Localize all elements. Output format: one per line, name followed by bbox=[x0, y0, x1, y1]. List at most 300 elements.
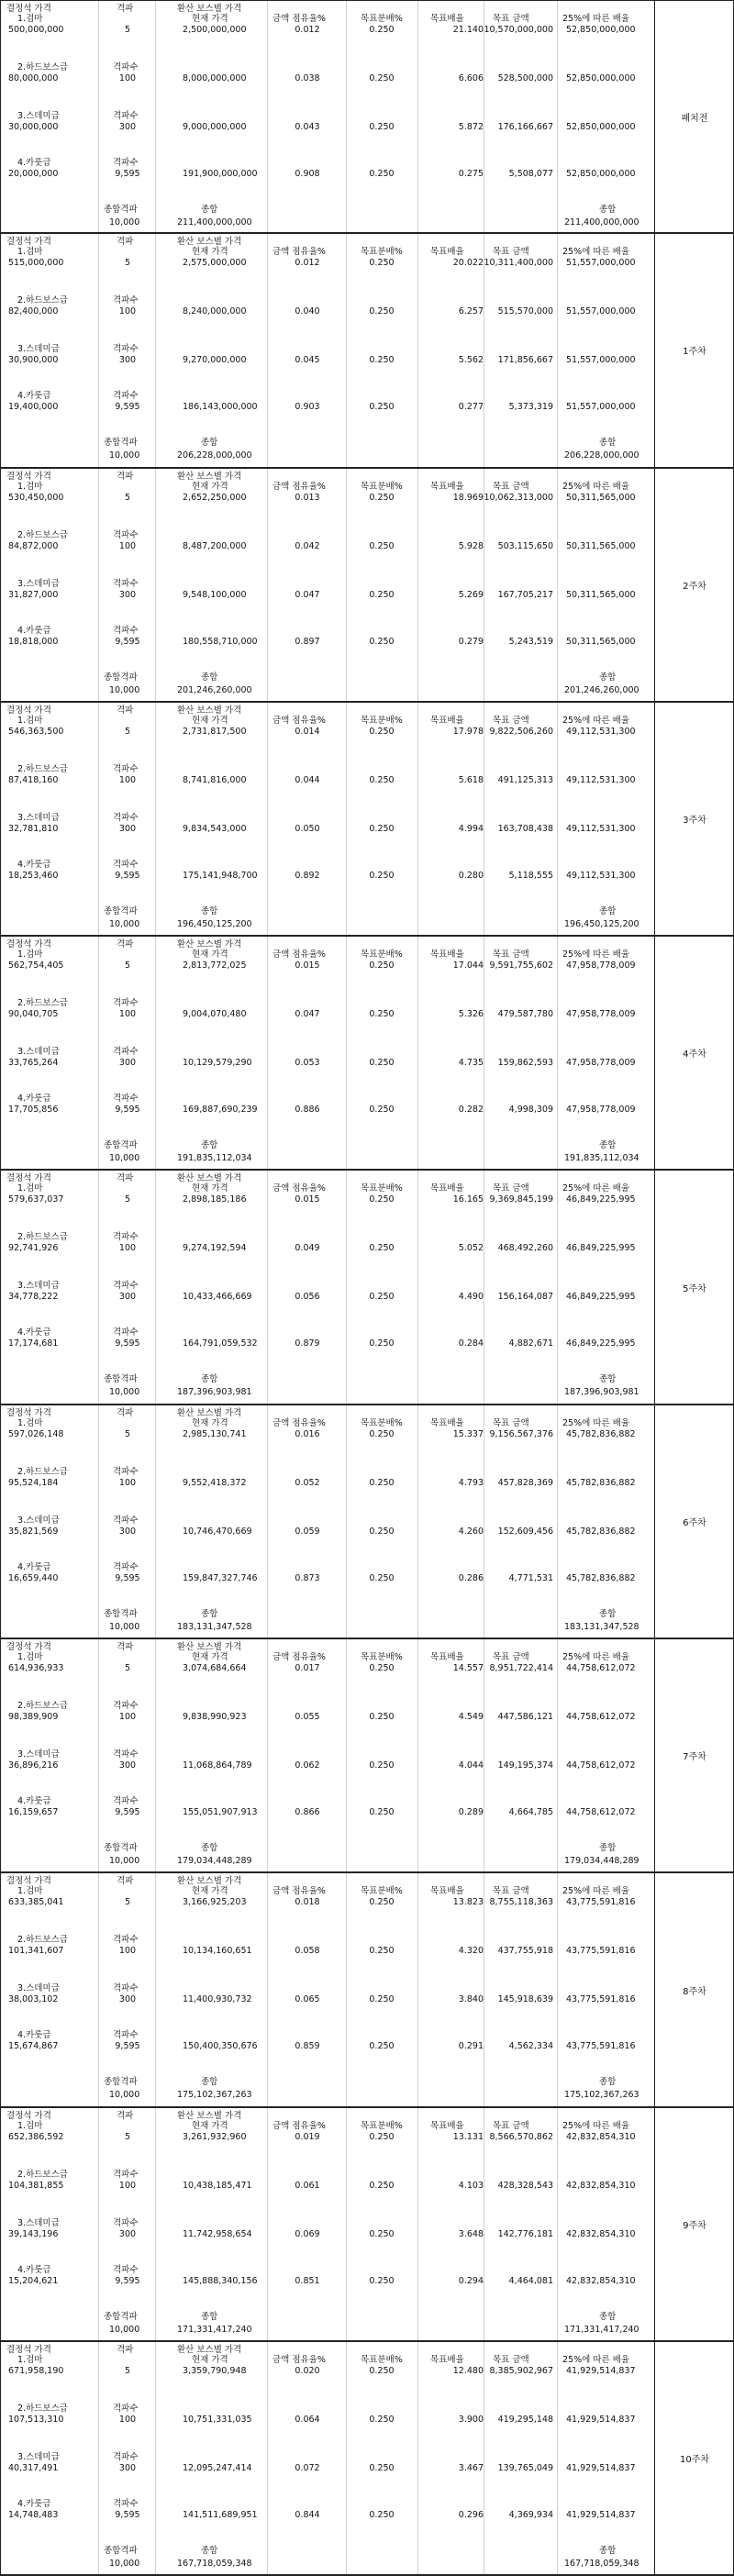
target-amount: 142,776,181 bbox=[497, 2228, 553, 2239]
column-divider bbox=[346, 1, 347, 232]
target-share: 0.250 bbox=[369, 1477, 395, 1488]
header-current: 현재 가격 bbox=[192, 2354, 228, 2365]
boss-price: 39,143,196 bbox=[8, 2228, 59, 2239]
header-target-share: 목표분배% bbox=[361, 949, 403, 960]
header-share: 금액 점유율% bbox=[272, 2120, 326, 2131]
break-count-label: 격파수 bbox=[113, 2498, 139, 2509]
target-amount: 176,166,667 bbox=[497, 122, 553, 132]
current-price: 3,166,925,203 bbox=[183, 1897, 247, 1908]
boss-price: 614,936,933 bbox=[8, 1663, 64, 1674]
amount-share: 0.859 bbox=[295, 2041, 320, 2052]
boss-price: 95,524,184 bbox=[8, 1477, 59, 1488]
total-value-right: 175,102,367,263 bbox=[564, 2090, 639, 2101]
boss-price: 17,705,856 bbox=[8, 1105, 59, 1116]
break-count: 9,595 bbox=[115, 2275, 140, 2286]
amount-share: 0.049 bbox=[295, 1243, 320, 1254]
column-divider bbox=[557, 703, 558, 935]
break-count-label: 격파수 bbox=[113, 578, 139, 589]
total-break-label: 종합격파 bbox=[104, 672, 138, 683]
column-divider bbox=[155, 469, 156, 701]
column-divider bbox=[267, 1171, 268, 1403]
total-value: 171,331,417,240 bbox=[177, 2324, 252, 2335]
target-amount: 4,562,334 bbox=[508, 2041, 553, 2052]
current-price: 3,261,932,960 bbox=[183, 2131, 247, 2142]
amount-share: 0.012 bbox=[295, 258, 320, 269]
target-share: 0.250 bbox=[369, 355, 395, 366]
mult-25pct: 49,112,531,300 bbox=[566, 823, 636, 834]
total-label-right: 종합 bbox=[599, 205, 617, 215]
boss-price: 30,000,000 bbox=[8, 122, 59, 132]
target-mult: 5.326 bbox=[458, 1009, 484, 1020]
column-divider bbox=[417, 1405, 418, 1638]
header-current: 현재 가격 bbox=[192, 2120, 228, 2131]
amount-share: 0.013 bbox=[295, 492, 320, 503]
total-label: 종합 bbox=[201, 1374, 218, 1385]
column-divider bbox=[417, 2108, 418, 2340]
boss-price: 515,000,000 bbox=[8, 258, 64, 269]
target-mult: 0.280 bbox=[458, 870, 484, 881]
total-label-right: 종합 bbox=[599, 1374, 617, 1385]
break-count-label: 격파수 bbox=[113, 295, 139, 306]
header-current: 현재 가격 bbox=[192, 247, 228, 258]
amount-share: 0.897 bbox=[295, 636, 320, 647]
break-count: 100 bbox=[118, 540, 137, 551]
amount-share: 0.014 bbox=[295, 726, 320, 737]
total-value-right: 187,396,903,981 bbox=[564, 1387, 639, 1398]
boss-price: 500,000,000 bbox=[8, 25, 64, 35]
target-share: 0.250 bbox=[369, 1572, 395, 1583]
column-divider bbox=[267, 2108, 268, 2340]
target-share: 0.250 bbox=[369, 2180, 395, 2191]
header-boss-price: 환산 보스별 가격 bbox=[177, 705, 242, 716]
mult-25pct: 50,311,565,000 bbox=[566, 636, 636, 647]
boss-name: 3.스데미급 bbox=[17, 578, 60, 589]
mult-25pct: 43,775,591,816 bbox=[566, 2041, 636, 2052]
header-target-share: 목표분배% bbox=[361, 1886, 403, 1897]
current-price: 9,270,000,000 bbox=[183, 355, 247, 366]
week-block bbox=[0, 0, 734, 234]
column-divider bbox=[267, 1873, 268, 2105]
target-mult: 15.337 bbox=[452, 1428, 484, 1439]
column-divider bbox=[417, 469, 418, 701]
current-price: 2,652,250,000 bbox=[183, 492, 247, 503]
current-price: 2,575,000,000 bbox=[183, 258, 247, 269]
mult-25pct: 47,958,778,009 bbox=[566, 1009, 636, 1020]
header-target-mult: 목표배율 bbox=[430, 1417, 464, 1428]
total-value: 191,835,112,034 bbox=[177, 1153, 252, 1164]
target-share: 0.250 bbox=[369, 1807, 395, 1818]
break-count-label: 격파수 bbox=[113, 158, 139, 168]
mult-25pct: 50,311,565,000 bbox=[566, 540, 636, 551]
mult-25pct: 42,832,854,310 bbox=[566, 2275, 636, 2286]
header-target-amount: 목표 금액 bbox=[493, 1652, 529, 1663]
header-target-mult: 목표배율 bbox=[430, 1886, 464, 1897]
column-divider bbox=[557, 2342, 558, 2574]
mult-25pct: 41,929,514,837 bbox=[566, 2414, 636, 2425]
total-break-value: 10,000 bbox=[109, 684, 140, 695]
target-share: 0.250 bbox=[369, 1663, 395, 1674]
target-mult: 13.823 bbox=[452, 1897, 484, 1908]
break-count-label: 격파수 bbox=[113, 1281, 139, 1292]
total-break-value: 10,000 bbox=[109, 2324, 140, 2335]
break-count: 5 bbox=[124, 960, 131, 972]
amount-share: 0.886 bbox=[295, 1105, 320, 1116]
week-label: 4주차 bbox=[683, 1049, 706, 1060]
header-share: 금액 점유율% bbox=[272, 1183, 326, 1194]
boss-name: 1.검마 bbox=[17, 1886, 43, 1897]
boss-price: 30,900,000 bbox=[8, 355, 59, 366]
total-label-right: 종합 bbox=[599, 2311, 617, 2322]
header-share: 금액 점유율% bbox=[272, 1886, 326, 1897]
total-label-right: 종합 bbox=[599, 1140, 617, 1151]
boss-name: 2.하드보스급 bbox=[17, 295, 68, 306]
target-share: 0.250 bbox=[369, 1194, 395, 1205]
week-label: 6주차 bbox=[683, 1517, 706, 1528]
boss-name: 1.검마 bbox=[17, 949, 43, 960]
header-share: 금액 점유율% bbox=[272, 715, 326, 726]
target-amount: 515,570,000 bbox=[497, 306, 553, 317]
target-amount: 5,508,077 bbox=[508, 169, 553, 179]
current-price: 9,548,100,000 bbox=[183, 589, 247, 600]
boss-price: 101,341,607 bbox=[8, 1946, 64, 1957]
target-mult: 0.291 bbox=[458, 2041, 484, 2052]
boss-price: 16,659,440 bbox=[8, 1572, 59, 1583]
week-block bbox=[0, 2108, 734, 2342]
boss-name: 1.검마 bbox=[17, 1417, 43, 1428]
column-divider bbox=[155, 234, 156, 466]
mult-25pct: 41,929,514,837 bbox=[566, 2365, 636, 2376]
mult-25pct: 44,758,612,072 bbox=[566, 1712, 636, 1723]
header-price: 결정석 가격 bbox=[6, 1173, 51, 1184]
total-break-value: 10,000 bbox=[109, 217, 140, 228]
target-mult: 6.257 bbox=[458, 306, 484, 317]
column-divider bbox=[267, 1, 268, 232]
break-count-label: 격파수 bbox=[113, 998, 139, 1009]
target-share: 0.250 bbox=[369, 1338, 395, 1349]
target-share: 0.250 bbox=[369, 25, 395, 35]
current-price: 10,751,331,035 bbox=[183, 2414, 252, 2425]
header-price: 결정석 가격 bbox=[6, 1642, 51, 1653]
column-divider bbox=[346, 234, 347, 466]
target-amount: 447,586,121 bbox=[497, 1712, 553, 1723]
boss-price: 38,003,102 bbox=[8, 1994, 59, 2005]
header-share: 금액 점유율% bbox=[272, 2354, 326, 2365]
target-mult: 0.289 bbox=[458, 1807, 484, 1818]
column-divider bbox=[557, 937, 558, 1169]
boss-price: 82,400,000 bbox=[8, 306, 59, 317]
header-boss-price: 환산 보스별 가격 bbox=[177, 939, 242, 950]
total-label: 종합 bbox=[201, 2311, 218, 2322]
header-target-amount: 목표 금액 bbox=[493, 1886, 529, 1897]
amount-share: 0.065 bbox=[295, 1994, 320, 2005]
boss-name: 2.하드보스급 bbox=[17, 1466, 68, 1477]
header-target-share: 목표분배% bbox=[361, 2120, 403, 2131]
target-mult: 5.562 bbox=[458, 355, 484, 366]
column-divider bbox=[267, 469, 268, 701]
column-divider bbox=[346, 1405, 347, 1638]
target-mult: 0.296 bbox=[458, 2509, 484, 2520]
target-amount: 437,755,918 bbox=[497, 1946, 553, 1957]
header-25pct: 25%에 따른 배율 bbox=[562, 247, 630, 258]
break-count: 100 bbox=[118, 1712, 137, 1723]
boss-name: 1.검마 bbox=[17, 2120, 43, 2131]
amount-share: 0.062 bbox=[295, 1760, 320, 1771]
week-label: 패치전 bbox=[681, 113, 708, 124]
target-mult: 3.467 bbox=[458, 2462, 484, 2473]
column-divider bbox=[557, 2108, 558, 2340]
current-price: 9,000,000,000 bbox=[183, 122, 247, 132]
total-break-label: 종합격파 bbox=[104, 1843, 138, 1854]
break-count: 100 bbox=[118, 1946, 137, 1957]
total-break-label: 종합격파 bbox=[104, 2077, 138, 2088]
total-label: 종합 bbox=[201, 1843, 218, 1854]
break-count-label: 격파수 bbox=[113, 1983, 139, 1994]
column-divider bbox=[155, 1, 156, 232]
amount-share: 0.064 bbox=[295, 2414, 320, 2425]
current-price: 9,004,070,480 bbox=[183, 1009, 247, 1020]
target-amount: 9,591,755,602 bbox=[489, 960, 553, 972]
target-mult: 4.044 bbox=[458, 1760, 484, 1771]
total-label: 종합 bbox=[201, 438, 218, 449]
total-value-right: 179,034,448,289 bbox=[564, 1856, 639, 1867]
break-count: 100 bbox=[118, 2180, 137, 2191]
column-divider bbox=[346, 703, 347, 935]
header-break: 격파 bbox=[117, 237, 134, 248]
target-mult: 5.618 bbox=[458, 774, 484, 785]
boss-name: 4.카룻급 bbox=[17, 2498, 51, 2509]
boss-price: 40,317,491 bbox=[8, 2462, 59, 2473]
week-block bbox=[0, 469, 734, 703]
header-boss-price: 환산 보스별 가격 bbox=[177, 237, 242, 248]
target-amount: 8,385,902,967 bbox=[489, 2365, 553, 2376]
header-price: 결정석 가격 bbox=[6, 2110, 51, 2121]
column-divider bbox=[417, 937, 418, 1169]
mult-25pct: 45,782,836,882 bbox=[566, 1526, 636, 1537]
boss-name: 1.검마 bbox=[17, 1652, 43, 1663]
break-count: 100 bbox=[118, 774, 137, 785]
break-count: 5 bbox=[124, 1428, 131, 1439]
amount-share: 0.047 bbox=[295, 589, 320, 600]
column-divider bbox=[346, 2342, 347, 2574]
mult-25pct: 44,758,612,072 bbox=[566, 1807, 636, 1818]
boss-price: 17,174,681 bbox=[8, 1338, 59, 1349]
mult-25pct: 45,782,836,882 bbox=[566, 1572, 636, 1583]
target-amount: 479,587,780 bbox=[497, 1009, 553, 1020]
total-break-label: 종합격파 bbox=[104, 2311, 138, 2322]
boss-price: 34,778,222 bbox=[8, 1292, 59, 1303]
break-count: 9,595 bbox=[115, 870, 140, 881]
break-count-label: 격파수 bbox=[113, 2403, 139, 2414]
break-count-label: 격파수 bbox=[113, 812, 139, 823]
header-current: 현재 가격 bbox=[192, 14, 228, 24]
column-divider bbox=[98, 469, 99, 701]
boss-price: 90,040,705 bbox=[8, 1009, 59, 1020]
boss-name: 3.스데미급 bbox=[17, 1281, 60, 1292]
amount-share: 0.908 bbox=[295, 169, 320, 179]
amount-share: 0.012 bbox=[295, 25, 320, 35]
target-share: 0.250 bbox=[369, 1897, 395, 1908]
target-amount: 8,755,118,363 bbox=[489, 1897, 553, 1908]
column-divider bbox=[155, 2108, 156, 2340]
amount-share: 0.020 bbox=[295, 2365, 320, 2376]
current-price: 150,400,350,676 bbox=[183, 2041, 258, 2052]
mult-25pct: 46,849,225,995 bbox=[566, 1338, 636, 1349]
target-amount: 4,369,934 bbox=[508, 2509, 553, 2520]
header-share: 금액 점유율% bbox=[272, 14, 326, 24]
mult-25pct: 51,557,000,000 bbox=[566, 306, 636, 317]
current-price: 155,051,907,913 bbox=[183, 1807, 258, 1818]
break-count-label: 격파수 bbox=[113, 1232, 139, 1243]
column-divider bbox=[98, 1873, 99, 2105]
target-mult: 4.735 bbox=[458, 1058, 484, 1069]
boss-name: 3.스데미급 bbox=[17, 1047, 60, 1058]
week-label: 9주차 bbox=[683, 2220, 706, 2231]
target-mult: 0.275 bbox=[458, 169, 484, 179]
header-target-amount: 목표 금액 bbox=[493, 2120, 529, 2131]
header-current: 현재 가격 bbox=[192, 949, 228, 960]
total-value-right: 167,718,059,348 bbox=[564, 2558, 639, 2569]
target-amount: 503,115,650 bbox=[497, 540, 553, 551]
boss-price: 98,389,909 bbox=[8, 1712, 59, 1723]
target-mult: 5.872 bbox=[458, 122, 484, 132]
header-target-share: 목표분배% bbox=[361, 14, 403, 24]
header-target-share: 목표분배% bbox=[361, 247, 403, 258]
break-count-label: 격파수 bbox=[113, 2451, 139, 2462]
total-break-label: 종합격파 bbox=[104, 1608, 138, 1619]
header-25pct: 25%에 따른 배율 bbox=[562, 715, 630, 726]
amount-share: 0.019 bbox=[295, 2131, 320, 2142]
break-count-label: 격파수 bbox=[113, 111, 139, 121]
boss-name: 1.검마 bbox=[17, 481, 43, 492]
header-break: 격파 bbox=[117, 1173, 134, 1184]
boss-price: 87,418,160 bbox=[8, 774, 59, 785]
header-target-share: 목표분배% bbox=[361, 481, 403, 492]
target-amount: 163,708,438 bbox=[497, 823, 553, 834]
break-count: 300 bbox=[118, 1760, 137, 1771]
header-price: 결정석 가격 bbox=[6, 1407, 51, 1418]
amount-share: 0.053 bbox=[295, 1058, 320, 1069]
break-count-label: 격파수 bbox=[113, 1749, 139, 1760]
break-count: 5 bbox=[124, 2365, 131, 2376]
header-break: 격파 bbox=[117, 939, 134, 950]
target-mult: 3.900 bbox=[458, 2414, 484, 2425]
break-count-label: 격파수 bbox=[113, 1047, 139, 1058]
target-share: 0.250 bbox=[369, 960, 395, 972]
target-amount: 419,295,148 bbox=[497, 2414, 553, 2425]
target-amount: 8,951,722,414 bbox=[489, 1663, 553, 1674]
target-mult: 16.165 bbox=[452, 1194, 484, 1205]
boss-name: 2.하드보스급 bbox=[17, 62, 68, 72]
mult-25pct: 50,311,565,000 bbox=[566, 492, 636, 503]
target-share: 0.250 bbox=[369, 1428, 395, 1439]
target-amount: 156,164,087 bbox=[497, 1292, 553, 1303]
total-break-value: 10,000 bbox=[109, 1621, 140, 1632]
header-target-share: 목표분배% bbox=[361, 2354, 403, 2365]
current-price: 8,487,200,000 bbox=[183, 540, 247, 551]
week-block bbox=[0, 1171, 734, 1405]
total-break-label: 종합격파 bbox=[104, 2545, 138, 2556]
break-count: 100 bbox=[118, 73, 137, 83]
header-share: 금액 점유율% bbox=[272, 247, 326, 258]
column-divider bbox=[98, 937, 99, 1169]
amount-share: 0.043 bbox=[295, 122, 320, 132]
total-break-value: 10,000 bbox=[109, 1387, 140, 1398]
week-block bbox=[0, 1873, 734, 2107]
mult-25pct: 45,782,836,882 bbox=[566, 1477, 636, 1488]
week-block bbox=[0, 1405, 734, 1639]
break-count: 300 bbox=[118, 2462, 137, 2473]
target-share: 0.250 bbox=[369, 589, 395, 600]
current-price: 159,847,327,746 bbox=[183, 1572, 258, 1583]
break-count: 300 bbox=[118, 1526, 137, 1537]
current-price: 9,834,543,000 bbox=[183, 823, 247, 834]
break-count-label: 격파수 bbox=[113, 1327, 139, 1338]
header-target-mult: 목표배율 bbox=[430, 2120, 464, 2131]
header-target-share: 목표분배% bbox=[361, 1652, 403, 1663]
target-share: 0.250 bbox=[369, 1292, 395, 1303]
target-share: 0.250 bbox=[369, 2365, 395, 2376]
target-amount: 8,566,570,862 bbox=[489, 2131, 553, 2142]
boss-price: 107,513,310 bbox=[8, 2414, 64, 2425]
break-count: 300 bbox=[118, 1994, 137, 2005]
target-share: 0.250 bbox=[369, 1994, 395, 2005]
boss-price: 104,381,855 bbox=[8, 2180, 64, 2191]
header-price: 결정석 가격 bbox=[6, 705, 51, 716]
boss-price: 15,204,621 bbox=[8, 2275, 59, 2286]
target-amount: 4,464,081 bbox=[508, 2275, 553, 2286]
week-label: 3주차 bbox=[683, 816, 706, 827]
target-mult: 4.490 bbox=[458, 1292, 484, 1303]
header-boss-price: 환산 보스별 가격 bbox=[177, 1642, 242, 1653]
header-current: 현재 가격 bbox=[192, 1652, 228, 1663]
header-share: 금액 점유율% bbox=[272, 1652, 326, 1663]
header-target-mult: 목표배율 bbox=[430, 2354, 464, 2365]
column-divider bbox=[267, 1639, 268, 1871]
target-share: 0.250 bbox=[369, 540, 395, 551]
break-count: 300 bbox=[118, 823, 137, 834]
mult-25pct: 49,112,531,300 bbox=[566, 870, 636, 881]
target-mult: 4.260 bbox=[458, 1526, 484, 1537]
target-amount: 4,998,309 bbox=[508, 1105, 553, 1116]
boss-name: 4.카룻급 bbox=[17, 625, 51, 636]
target-share: 0.250 bbox=[369, 122, 395, 132]
header-current: 현재 가격 bbox=[192, 1886, 228, 1897]
break-count: 100 bbox=[118, 1243, 137, 1254]
header-break: 격파 bbox=[117, 1876, 134, 1887]
amount-share: 0.873 bbox=[295, 1572, 320, 1583]
header-target-mult: 목표배율 bbox=[430, 247, 464, 258]
current-price: 2,731,817,500 bbox=[183, 726, 247, 737]
target-mult: 17.978 bbox=[452, 726, 484, 737]
total-value: 175,102,367,263 bbox=[177, 2090, 252, 2101]
boss-name: 3.스데미급 bbox=[17, 2217, 60, 2228]
boss-name: 3.스데미급 bbox=[17, 1983, 60, 1994]
target-amount: 9,822,506,260 bbox=[489, 726, 553, 737]
total-value: 179,034,448,289 bbox=[177, 1856, 252, 1867]
boss-price: 18,253,460 bbox=[8, 870, 59, 881]
current-price: 8,000,000,000 bbox=[183, 73, 247, 83]
break-count: 5 bbox=[124, 258, 131, 269]
target-mult: 5.928 bbox=[458, 540, 484, 551]
mult-25pct: 50,311,565,000 bbox=[566, 589, 636, 600]
target-mult: 12.480 bbox=[452, 2365, 484, 2376]
boss-price: 18,818,000 bbox=[8, 636, 59, 647]
amount-share: 0.879 bbox=[295, 1338, 320, 1349]
break-count: 5 bbox=[124, 2131, 131, 2142]
column-divider bbox=[417, 2342, 418, 2574]
boss-name: 2.하드보스급 bbox=[17, 998, 68, 1009]
break-count-label: 격파수 bbox=[113, 62, 139, 72]
